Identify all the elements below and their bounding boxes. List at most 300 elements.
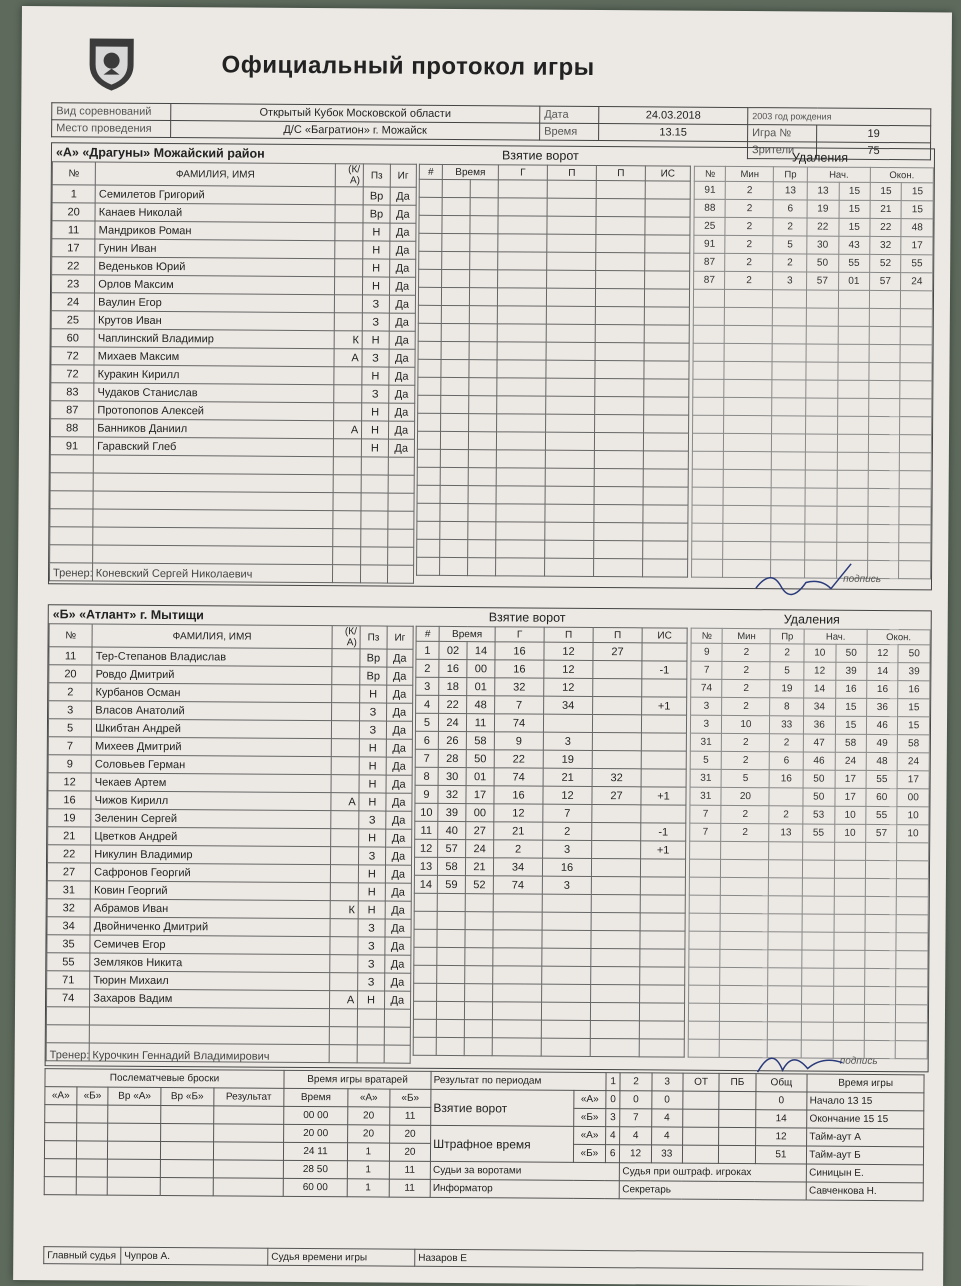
penalty-cell: [838, 326, 870, 344]
period-cell: 0: [620, 1091, 651, 1109]
roster-ig: Да: [385, 847, 412, 865]
goal-cell: 00: [467, 660, 495, 678]
roster-ka: [334, 313, 363, 331]
goal-cell: [418, 413, 441, 431]
goal-cell: [493, 930, 542, 948]
goal-row: [419, 251, 690, 271]
penalty-cell: [802, 896, 834, 914]
penalty-row: [690, 787, 929, 807]
penalty-row: [689, 877, 928, 897]
penalty-cell: [693, 415, 725, 433]
penalty-cell: 13: [773, 182, 807, 200]
penalty-cell: [802, 932, 834, 950]
period-cell: 3: [605, 1109, 620, 1127]
roster-ig: Да: [388, 421, 415, 439]
goal-cell: [644, 415, 689, 433]
penalty-cell: 55: [866, 770, 898, 788]
roster-pz: [361, 547, 388, 565]
spectators-value: 75: [816, 142, 930, 160]
penalty-cell: [720, 967, 768, 985]
goal-cell: [643, 469, 688, 487]
goal-cell: [414, 893, 437, 911]
goal-cell: [441, 377, 469, 395]
penalty-cell: 32: [870, 236, 902, 254]
penalty-cell: [869, 380, 901, 398]
goal-cell: [642, 679, 687, 697]
roster-ka: [331, 703, 360, 721]
goal-cell: [640, 931, 685, 949]
timeout-b: Тайм-аут Б: [807, 1146, 924, 1165]
roster-name: Власов Анатолий: [92, 701, 332, 721]
penalty-cell: [806, 398, 838, 416]
roster-pz: З: [362, 385, 389, 403]
goal-cell: [441, 413, 469, 431]
penalty-cell: 60: [866, 788, 898, 806]
penalty-cell: 46: [803, 752, 835, 770]
roster-num: 19: [48, 809, 91, 827]
goal-cell: 3: [542, 876, 591, 894]
roster-ig: Да: [389, 223, 416, 241]
goal-cell: [413, 1037, 436, 1055]
penalty-cell: [773, 308, 807, 326]
goal-row: [417, 521, 688, 541]
goalie-row-2: [283, 1142, 347, 1160]
penalty-cell: [806, 308, 838, 326]
goal-row: [419, 179, 690, 199]
team-a-signature: [751, 558, 861, 599]
team-b-title: «Б» «Атлант» г. Мытищи: [52, 607, 204, 623]
period-cell: 4: [651, 1127, 682, 1145]
penalty-cell: [724, 469, 772, 487]
goals-row-label: Взятие ворот: [431, 1089, 574, 1126]
pen-header: №: [694, 166, 726, 181]
goal-cell: [442, 233, 470, 251]
goal-cell: [545, 504, 594, 522]
penalty-cell: [802, 878, 834, 896]
goal-cell: 18: [439, 677, 467, 695]
penalty-cell: [897, 897, 929, 915]
penalty-cell: 31: [690, 787, 722, 805]
goal-cell: [413, 1001, 436, 1019]
roster-ig: Да: [389, 259, 416, 277]
roster-pz: Н: [363, 223, 390, 241]
goal-cell: [545, 522, 594, 540]
penalty-row: [694, 235, 933, 255]
period-cell: [682, 1145, 719, 1163]
penalty-cell: [868, 542, 900, 560]
roster-ka: [329, 1027, 358, 1045]
goal-cell: [468, 504, 496, 522]
penalty-cell: [802, 860, 834, 878]
roster-ig: [388, 493, 415, 511]
goal-cell: [641, 733, 686, 751]
penalty-cell: 8: [770, 698, 804, 716]
penalty-cell: [692, 487, 724, 505]
penalty-cell: [865, 896, 897, 914]
goal-cell: [497, 360, 546, 378]
penalty-cell: 87: [694, 253, 726, 271]
penalty-cell: [689, 859, 721, 877]
goal-cell: [596, 199, 645, 217]
goal-cell: [542, 930, 591, 948]
penalty-cell: [769, 842, 803, 860]
goal-cell: [417, 557, 440, 575]
goal-row: [414, 929, 685, 949]
penalty-cell: 6: [770, 752, 804, 770]
goal-cell: [436, 1001, 464, 1019]
roster-ig: [387, 547, 414, 565]
goal-cell: [496, 540, 545, 558]
penalty-cell: [769, 860, 803, 878]
penalty-cell: 2: [725, 235, 773, 253]
penalty-cell: 2: [773, 218, 807, 236]
goal-cell: 52: [465, 876, 493, 894]
penalty-cell: [721, 895, 769, 913]
penalty-cell: [688, 1039, 720, 1057]
goal-cell: 12: [544, 678, 593, 696]
goal-cell: [594, 469, 643, 487]
roster-num: 1: [52, 185, 95, 203]
roster-num: 35: [47, 935, 90, 953]
goal-cell: [413, 1019, 436, 1037]
roster-pz: Н: [359, 829, 386, 847]
penalty-cell: [771, 506, 805, 524]
goal-cell: [595, 379, 644, 397]
penalty-cell: [772, 326, 806, 344]
goal-cell: [592, 804, 641, 822]
goal-cell: [592, 822, 641, 840]
goal-cell: [592, 840, 641, 858]
goal-row: [413, 1019, 684, 1039]
roster-ig: Да: [385, 793, 412, 811]
periods-label: Результат по периодам: [431, 1071, 606, 1090]
roster-ig: [388, 475, 415, 493]
penalty-cell: 52: [870, 254, 902, 272]
penalty-cell: 2: [722, 643, 770, 661]
start-cell: [807, 1092, 924, 1111]
goal-cell: [594, 451, 643, 469]
penalty-cell: [838, 344, 870, 362]
penalty-cell: 2: [725, 271, 773, 289]
roster-num: [50, 473, 93, 491]
roster-header: Иг: [390, 164, 417, 187]
goal-cell: [595, 289, 644, 307]
roster-ka: [333, 403, 362, 421]
period-total: 14: [755, 1110, 807, 1128]
goal-cell: [596, 181, 645, 199]
roster-ig: Да: [386, 667, 413, 685]
period-total: 0: [755, 1092, 807, 1110]
penalty-cell: [837, 416, 869, 434]
roster-ka: [330, 847, 359, 865]
goal-cell: [470, 216, 498, 234]
goal-cell: [441, 287, 469, 305]
roster-name: Никулин Владимир: [91, 845, 331, 865]
roster-ka: [332, 649, 361, 667]
goal-cell: 7: [495, 696, 544, 714]
goal-cell: 48: [467, 696, 495, 714]
roster-num: 24: [51, 293, 94, 311]
goal-cell: [493, 912, 542, 930]
roster-pz: Н: [362, 421, 389, 439]
goal-cell: 34: [544, 696, 593, 714]
roster-num: 7: [48, 737, 91, 755]
penalty-row: [689, 913, 928, 933]
goal-cell: [641, 751, 686, 769]
goal-cell: 32: [438, 785, 466, 803]
goal-cell: [465, 912, 493, 930]
roster-pz: [357, 1027, 384, 1045]
roster-ig: Да: [389, 241, 416, 259]
penalty-row: [691, 661, 930, 681]
roster-ig: [387, 529, 414, 547]
goal-cell: [644, 379, 689, 397]
goal-cell: [643, 487, 688, 505]
roster-ig: Да: [389, 277, 416, 295]
penalty-cell: [869, 398, 901, 416]
roster-pz: [361, 565, 388, 583]
goal-cell: [468, 522, 496, 540]
penalty-row: [694, 181, 933, 201]
pen-header: Окон.: [870, 167, 933, 182]
goal-cell: 5: [415, 713, 438, 731]
goal-cell: [417, 485, 440, 503]
goal-cell: [594, 559, 643, 577]
penalty-cell: [837, 488, 869, 506]
penalty-cell: [803, 842, 835, 860]
penalty-cell: 15: [839, 182, 871, 200]
goal-cell: [496, 504, 545, 522]
penalty-cell: [771, 470, 805, 488]
penalty-cell: [769, 878, 803, 896]
goal-row: [417, 503, 688, 523]
roster-pz: Н: [360, 685, 387, 703]
goal-cell: [492, 1020, 541, 1038]
roster-name: Захаров Вадим: [90, 989, 330, 1009]
goal-cell: [437, 983, 465, 1001]
roster-pz: З: [360, 721, 387, 739]
roster-ka: [330, 829, 359, 847]
penalty-cell: [897, 843, 929, 861]
penalty-row: [693, 325, 932, 345]
goal-cell: 2: [494, 840, 543, 858]
goal-cell: [417, 539, 440, 557]
penalty-cell: 53: [803, 806, 835, 824]
penalty-cell: [868, 506, 900, 524]
penalty-cell: 5: [690, 751, 722, 769]
goal-row: [415, 731, 686, 751]
end-value: 15 15: [863, 1113, 889, 1126]
goal-cell: [464, 1002, 492, 1020]
roster-name: Соловьев Герман: [91, 755, 331, 775]
goal-cell: [441, 305, 469, 323]
roster-ig: Да: [388, 385, 415, 403]
roster-ka: [331, 739, 360, 757]
goal-cell: 3: [416, 677, 439, 695]
penalty-cell: 39: [898, 663, 930, 681]
goal-row: [414, 965, 685, 985]
goal-cell: [591, 966, 640, 984]
penalty-row: [692, 523, 931, 543]
team-a-goals-title: Взятие ворот: [501, 148, 579, 163]
penalty-cell: [899, 561, 931, 579]
penalty-row: [689, 967, 928, 987]
goal-row: [415, 821, 686, 841]
roster-pz: Вр: [363, 205, 390, 223]
penalty-cell: [900, 399, 932, 417]
penalty-row: [693, 379, 932, 399]
penalty-cell: [772, 344, 806, 362]
penalty-cell: 50: [835, 644, 867, 662]
secretary-name: Савченкова Н.: [806, 1182, 923, 1201]
goal-cell: [645, 181, 690, 199]
penalty-cell: [773, 290, 807, 308]
goal-cell: 11: [415, 821, 438, 839]
roster-pz: Н: [362, 439, 389, 457]
penalty-cell: 7: [690, 805, 722, 823]
penalty-cell: [724, 487, 772, 505]
goal-cell: 57: [438, 839, 466, 857]
goal-cell: -1: [641, 823, 686, 841]
goal-cell: 50: [466, 750, 494, 768]
goal-cell: [640, 985, 685, 1003]
roster-name: [90, 1025, 330, 1045]
penalty-cell: [768, 1022, 802, 1040]
goal-cell: [594, 523, 643, 541]
penalty-cell: 2: [721, 823, 769, 841]
penalty-cell: 13: [769, 824, 803, 842]
penalty-cell: [768, 968, 802, 986]
roster-pz: З: [358, 973, 385, 991]
goal-row: [419, 233, 690, 253]
roster-pz: З: [362, 349, 389, 367]
goal-row: [418, 323, 689, 343]
goal-cell: 74: [493, 876, 542, 894]
date-label: Дата: [540, 106, 599, 123]
penalty-cell: 30: [807, 236, 839, 254]
goal-cell: 9: [415, 785, 438, 803]
roster-header: Иг: [387, 626, 414, 649]
roster-ig: Да: [390, 187, 417, 205]
penalty-cell: [837, 434, 869, 452]
goal-cell: [498, 234, 547, 252]
shootout-header: Вр «Б»: [161, 1087, 214, 1105]
penalty-cell: [693, 379, 725, 397]
roster-ka: К: [330, 901, 359, 919]
team-b-penalties-table: [688, 628, 931, 1060]
goalie-header: «А»: [348, 1089, 390, 1107]
goal-cell: [419, 269, 442, 287]
penalty-cell: 9: [691, 643, 723, 661]
roster-name: Чижов Кирилл: [91, 791, 331, 811]
penalty-cell: [768, 986, 802, 1004]
roster-ka: [332, 667, 361, 685]
goal-cell: [418, 359, 441, 377]
goalie-sec: 00: [316, 1182, 328, 1194]
goal-cell: [437, 929, 465, 947]
roster-num: 22: [48, 845, 91, 863]
protocol-sheet: [13, 6, 952, 1286]
goal-cell: 34: [493, 858, 542, 876]
penalty-cell: [834, 842, 866, 860]
goal-cell: 01: [466, 768, 494, 786]
goal-cell: [592, 750, 641, 768]
goalie-row-3: [283, 1160, 347, 1178]
roster-pz: Н: [362, 367, 389, 385]
goal-cell: [644, 325, 689, 343]
penalty-row: [690, 751, 929, 771]
goal-cell: [592, 715, 641, 733]
penalty-cell: [901, 345, 933, 363]
penalty-cell: [868, 452, 900, 470]
goalie-a: 20: [348, 1107, 390, 1125]
goal-cell: 3: [543, 732, 592, 750]
penalty-cell: [833, 950, 865, 968]
roster-num: 91: [50, 437, 93, 455]
roster-ka: [333, 385, 362, 403]
penalty-cell: [724, 451, 772, 469]
goal-cell: [642, 643, 687, 661]
roster-num: 21: [48, 827, 91, 845]
roster-pz: З: [362, 313, 389, 331]
period-cell: [719, 1127, 755, 1145]
roster-num: 23: [51, 275, 94, 293]
penalty-cell: [836, 542, 868, 560]
period-cell: 0: [651, 1091, 682, 1109]
penalty-cell: [692, 505, 724, 523]
period-header: 1: [606, 1073, 621, 1091]
penalty-cell: [689, 877, 721, 895]
goal-cell: 10: [415, 803, 438, 821]
penalty-cell: 12: [867, 644, 899, 662]
penalty-cell: [772, 362, 806, 380]
roster-name: Банников Даниил: [94, 419, 334, 439]
penalty-cell: 3: [690, 715, 722, 733]
roster-ig: Да: [384, 973, 411, 991]
goal-cell: [468, 540, 496, 558]
penalty-cell: [806, 380, 838, 398]
timekeeper-name: Назаров Е: [415, 1249, 923, 1270]
penalty-cell: [837, 470, 869, 488]
goal-cell: [497, 306, 546, 324]
goal-cell: 11: [466, 714, 494, 732]
roster-ig: Да: [389, 331, 416, 349]
penalty-row: [690, 823, 929, 843]
roster-name: Тер-Степанов Владислав: [92, 647, 332, 667]
goal-cell: [644, 289, 689, 307]
shootout-header: Результат: [213, 1088, 283, 1106]
roster-header: №: [52, 162, 95, 185]
penalty-cell: [802, 950, 834, 968]
penalty-cell: [805, 470, 837, 488]
goal-cell: [644, 397, 689, 415]
penalty-cell: [721, 877, 769, 895]
roster-ig: Да: [386, 775, 413, 793]
goal-cell: [593, 697, 642, 715]
goal-cell: [592, 733, 641, 751]
goal-cell: [442, 179, 470, 197]
penalty-cell: [768, 1004, 802, 1022]
game-label: Игра №: [748, 125, 817, 142]
roster-ig: [384, 1009, 411, 1027]
goal-cell: [492, 1002, 541, 1020]
penalty-cell: 55: [901, 255, 933, 273]
goal-cell: 16: [439, 659, 467, 677]
goalie-a: 1: [347, 1179, 389, 1197]
penalty-cell: [900, 471, 932, 489]
goal-cell: [641, 769, 686, 787]
roster-num: [50, 527, 93, 545]
